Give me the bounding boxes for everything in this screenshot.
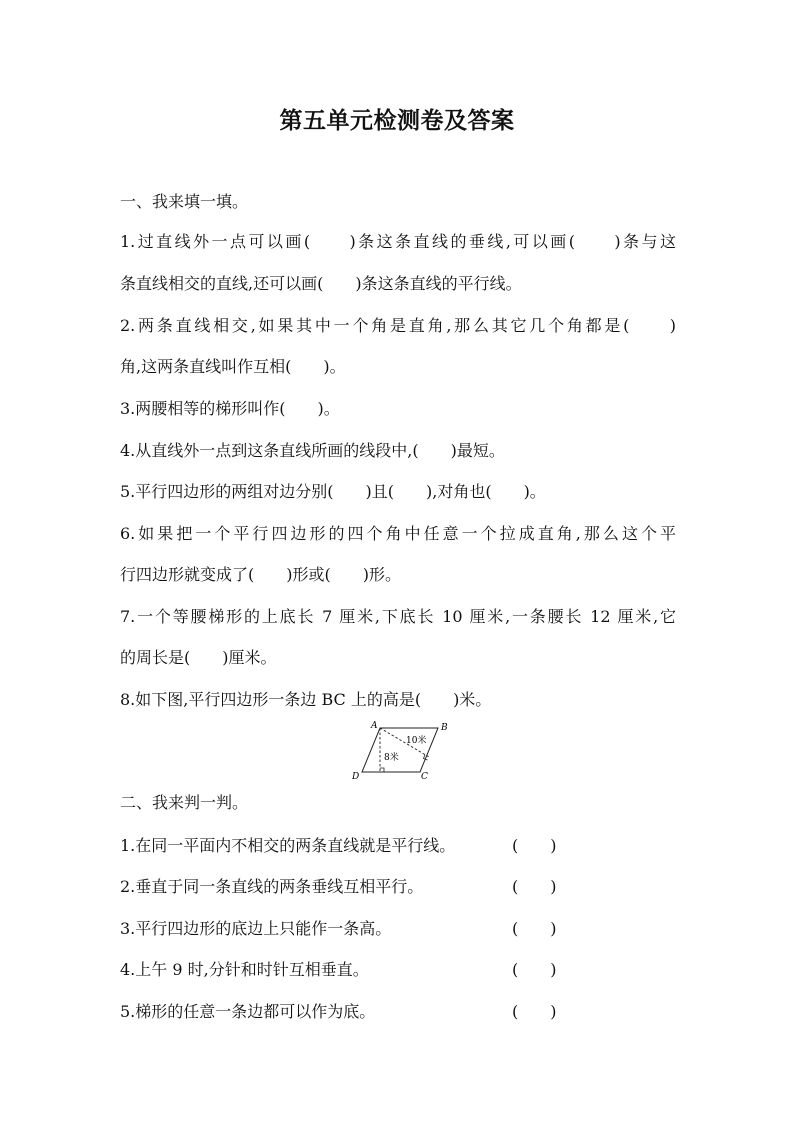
page-title: 第五单元检测卷及答案	[279, 108, 515, 134]
answer-blank[interactable]: ( )	[512, 877, 557, 896]
question-line: 条直线相交的直线,还可以画( )条这条直线的平行线。	[120, 274, 522, 293]
question-line: 角,这两条直线叫作互相( )。	[120, 357, 346, 376]
question-line: 8.如下图,平行四边形一条边 BC 上的高是( )米。	[120, 690, 492, 709]
judge-item: 4.上午 9 时,分针和时针互相垂直。	[120, 960, 369, 979]
question-line: 1.过直线外一点可以画( )条这条直线的垂线,可以画( )条与这	[120, 232, 676, 251]
question-line: 的周长是( )厘米。	[120, 648, 277, 667]
question-line: 5.平行四边形的两组对边分别( )且( ),对角也( )。	[120, 482, 546, 501]
length-8m-label: 8米	[384, 753, 399, 763]
question-line: 行四边形就变成了( )形或( )形。	[120, 565, 401, 584]
answer-blank[interactable]: ( )	[512, 836, 557, 855]
judge-item: 3.平行四边形的底边上只能作一条高。	[120, 919, 392, 938]
answer-blank[interactable]: ( )	[512, 919, 557, 938]
vertex-a-label: A	[371, 721, 378, 731]
parallelogram-shape	[362, 728, 438, 772]
judge-item: 2.垂直于同一条直线的两条垂线互相平行。	[120, 877, 424, 896]
vertex-d-label: D	[352, 772, 360, 780]
section-heading-fill: 一、我来填一填。	[120, 192, 249, 211]
vertex-b-label: B	[441, 723, 448, 733]
judge-item: 1.在同一平面内不相交的两条直线就是平行线。	[120, 836, 456, 855]
parallelogram-figure	[338, 720, 450, 780]
question-line: 2.两条直线相交,如果其中一个角是直角,那么其它几个角都是( )	[120, 316, 676, 335]
judge-item: 5.梯形的任意一条边都可以作为底。	[120, 1002, 376, 1021]
vertex-c-label: C	[421, 772, 428, 780]
answer-blank[interactable]: ( )	[512, 1002, 557, 1021]
question-line: 7.一个等腰梯形的上底长 7 厘米,下底长 10 厘米,一条腰长 12 厘米,它	[120, 607, 676, 626]
question-line: 3.两腰相等的梯形叫作( )。	[120, 399, 340, 418]
question-line: 4.从直线外一点到这条直线所画的线段中,( )最短。	[120, 441, 505, 460]
section-heading-judge: 二、我来判一判。	[120, 793, 249, 812]
question-line: 6.如果把一个平行四边形的四个角中任意一个拉成直角,那么这个平	[120, 524, 676, 543]
answer-blank[interactable]: ( )	[512, 960, 557, 979]
length-10m-label: 10米	[406, 736, 427, 746]
parallelogram-diagram	[338, 720, 450, 780]
right-angle-mark	[380, 768, 384, 772]
